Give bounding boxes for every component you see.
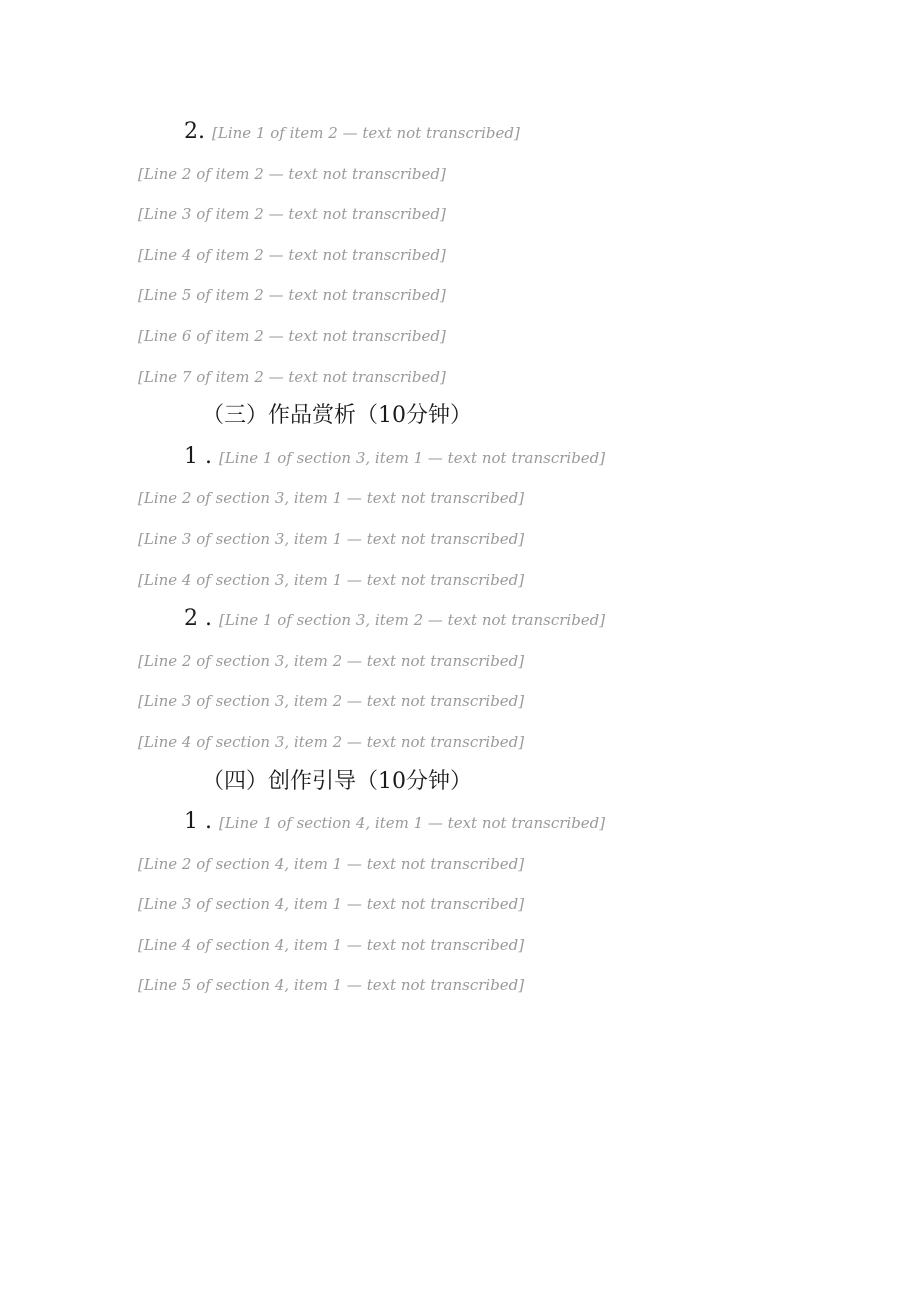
section-3-item-2-line-1 bbox=[138, 599, 810, 640]
paragraph-1-line-3 bbox=[138, 193, 810, 234]
item-number: 1 . bbox=[184, 443, 212, 469]
section-4-item-1-line-5 bbox=[138, 964, 810, 1005]
body-text: [Line 4 of section 3, item 1 — text not transcribed] bbox=[138, 570, 525, 589]
body-text: [Line 2 of section 3, item 2 — text not transcribed] bbox=[138, 651, 525, 670]
body-text: [Line 5 of section 4, item 1 — text not transcribed] bbox=[138, 976, 525, 995]
body-text: [Line 2 of item 2 — text not transcribed] bbox=[138, 164, 446, 183]
item-number: 1 . bbox=[184, 809, 212, 835]
body-text: [Line 7 of item 2 — text not transcribed] bbox=[138, 367, 446, 386]
section-3-item-1-line-2 bbox=[138, 477, 810, 518]
paragraph-1-line-2 bbox=[138, 153, 810, 194]
item-number: 2 . bbox=[184, 606, 212, 632]
paragraph-1-line-7 bbox=[138, 356, 810, 397]
paragraph-1-line-1 bbox=[138, 112, 810, 153]
section-4-item-1-line-2 bbox=[138, 843, 810, 884]
body-text: [Line 1 of section 3, item 2 — text not transcribed] bbox=[218, 611, 606, 630]
section-3-item-1-line-1 bbox=[138, 437, 810, 478]
section-4-heading: （四）创作引导（10分钟） bbox=[202, 768, 472, 794]
body-text: [Line 3 of section 4, item 1 — text not transcribed] bbox=[138, 895, 525, 914]
section-3-item-2-line-3 bbox=[138, 680, 810, 721]
section-3-heading: （三）作品赏析（10分钟） bbox=[202, 403, 472, 429]
body-text: [Line 4 of section 3, item 2 — text not transcribed] bbox=[138, 732, 525, 751]
section-3-item-1-line-4 bbox=[138, 559, 810, 600]
body-text: [Line 2 of section 3, item 1 — text not transcribed] bbox=[138, 489, 525, 508]
paragraph-1-line-4 bbox=[138, 234, 810, 275]
section-4-item-1-line-4 bbox=[138, 924, 810, 965]
body-text: [Line 2 of section 4, item 1 — text not transcribed] bbox=[138, 854, 525, 873]
body-text: [Line 1 of section 4, item 1 — text not transcribed] bbox=[218, 814, 606, 833]
body-text: [Line 1 of item 2 — text not transcribed] bbox=[212, 124, 520, 142]
body-text: [Line 4 of item 2 — text not transcribed] bbox=[138, 245, 446, 264]
body-text: [Line 6 of item 2 — text not transcribed] bbox=[138, 326, 446, 345]
section-3-item-2-line-2 bbox=[138, 640, 810, 681]
body-text: [Line 3 of item 2 — text not transcribed] bbox=[138, 205, 446, 224]
section-3-item-1-line-3 bbox=[138, 518, 810, 559]
paragraph-1-line-5 bbox=[138, 274, 810, 315]
body-text: [Line 4 of section 4, item 1 — text not transcribed] bbox=[138, 935, 525, 954]
section-4-item-1-line-1 bbox=[138, 802, 810, 843]
body-text: [Line 1 of section 3, item 1 — text not transcribed] bbox=[218, 448, 606, 467]
section-3-item-2-line-4 bbox=[138, 721, 810, 762]
body-text: [Line 5 of item 2 — text not transcribed] bbox=[138, 286, 446, 305]
paragraph-1-line-6 bbox=[138, 315, 810, 356]
section-4-item-1-line-3 bbox=[138, 883, 810, 924]
body-text: [Line 3 of section 3, item 2 — text not transcribed] bbox=[138, 692, 525, 711]
body-text: [Line 3 of section 3, item 1 — text not transcribed] bbox=[138, 529, 525, 548]
item-number: 2. bbox=[184, 119, 205, 144]
